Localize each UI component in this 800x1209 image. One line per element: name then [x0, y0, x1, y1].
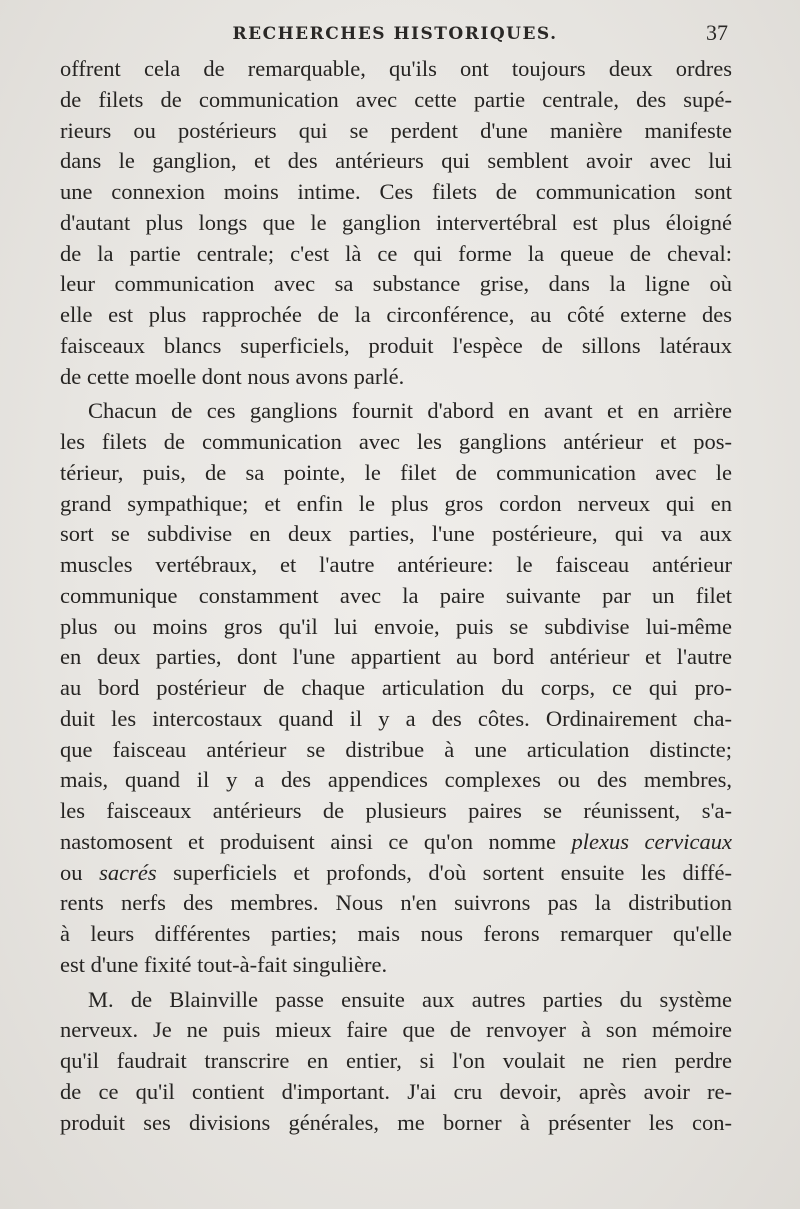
text-line: d'autant plus longs que le ganglion intervertébral est plus éloigné: [60, 209, 732, 235]
text-line: de filets de communication avec cette partie centrale, des supé-: [60, 86, 732, 112]
paragraph-2: [60, 396, 732, 980]
text-line: térieur, puis, de sa pointe, le filet de communication avec le: [60, 459, 732, 485]
text-line: mais, quand il y a des appendices complexes ou des membres,: [60, 767, 732, 793]
text-line: plus ou moins gros qu'il lui envoie, puis se subdivise lui-même: [60, 613, 732, 639]
text-line: communique constamment avec la paire suivante par un filet: [60, 582, 732, 608]
text-line: offrent cela de remarquable, qu'ils ont toujours deux ordres: [60, 56, 732, 81]
text-line: à leurs différentes parties; mais nous ferons remarquer qu'elle: [60, 921, 732, 946]
text-line: Chacun de ces ganglions fournit d'abord en avant et en arrière: [88, 398, 732, 424]
text-line: muscles vertébraux, et l'autre antérieure: le faisceau antérieur: [60, 552, 732, 577]
text-line: de cette moelle dont nous avons parlé.: [60, 363, 405, 389]
text-line: dans le ganglion, et des antérieurs qui semblent avoir avec lui: [60, 148, 732, 174]
text-line: est d'une fixité tout-à-fait singulière.: [60, 951, 388, 977]
text-line: de ce qu'il contient d'important. J'ai cru devoir, après avoir re-: [60, 1078, 732, 1104]
running-head: [60, 20, 730, 48]
running-title: RECHERCHES HISTORIQUES.: [232, 24, 558, 44]
text-line: en deux parties, dont l'une appartient au bord antérieur et l'autre: [60, 644, 732, 670]
paragraph-3: [60, 985, 732, 1139]
text-line: [60, 827, 732, 858]
page-number: 37: [706, 20, 728, 45]
page-body: [60, 54, 732, 1139]
italic-term-sacres: sacrés: [99, 859, 157, 885]
text-line: nerveux. Je ne puis mieux faire que de renvoyer à son mémoire: [60, 1017, 732, 1043]
text-line: au bord postérieur de chaque articulation du corps, ce qui pro-: [60, 675, 732, 700]
text-line: qu'il faudrait transcrire en entier, si l'on voulait ne rien perdre: [60, 1048, 732, 1073]
text-segment: nastomosent et produisent ainsi ce qu'on nomme: [60, 828, 556, 854]
italic-term-plexus: plexus cervicaux: [571, 828, 732, 854]
text-segment: ou: [60, 859, 83, 885]
text-line: rieurs ou postérieurs qui se perdent d'une manière manifeste: [60, 117, 732, 143]
text-line: M. de Blainville passe ensuite aux autres parties du système: [88, 986, 732, 1012]
text-line: grand sympathique; et enfin le plus gros cordon nerveux qui en: [60, 490, 732, 516]
text-line: une connexion moins intime. Ces filets de communication sont: [60, 179, 732, 204]
text-line: de la partie centrale; c'est là ce qui forme la queue de cheval:: [60, 240, 732, 266]
text-line: leur communication avec sa substance grise, dans la ligne où: [60, 271, 732, 297]
text-line: rents nerfs des membres. Nous n'en suivrons pas la distribution: [60, 890, 732, 916]
paragraph-1: [60, 54, 732, 392]
text-line: que faisceau antérieur se distribue à une articulation distincte;: [60, 736, 732, 762]
text-line: sort se subdivise en deux parties, l'une postérieure, qui va aux: [60, 521, 732, 547]
text-segment: superficiels et profonds, d'où sortent ensuite les diffé-: [173, 859, 732, 885]
text-line: elle est plus rapprochée de la circonférence, au côté externe des: [60, 302, 732, 327]
text-line: duit les intercostaux quand il y a des côtes. Ordinairement cha-: [60, 705, 732, 731]
text-line: les filets de communication avec les ganglions antérieur et pos-: [60, 429, 732, 454]
text-line: produit ses divisions générales, me borner à présenter les con-: [60, 1109, 732, 1135]
text-line: les faisceaux antérieurs de plusieurs paires se réunissent, s'a-: [60, 798, 732, 823]
text-line: [60, 858, 732, 889]
text-line: faisceaux blancs superficiels, produit l'espèce de sillons latéraux: [60, 332, 732, 358]
